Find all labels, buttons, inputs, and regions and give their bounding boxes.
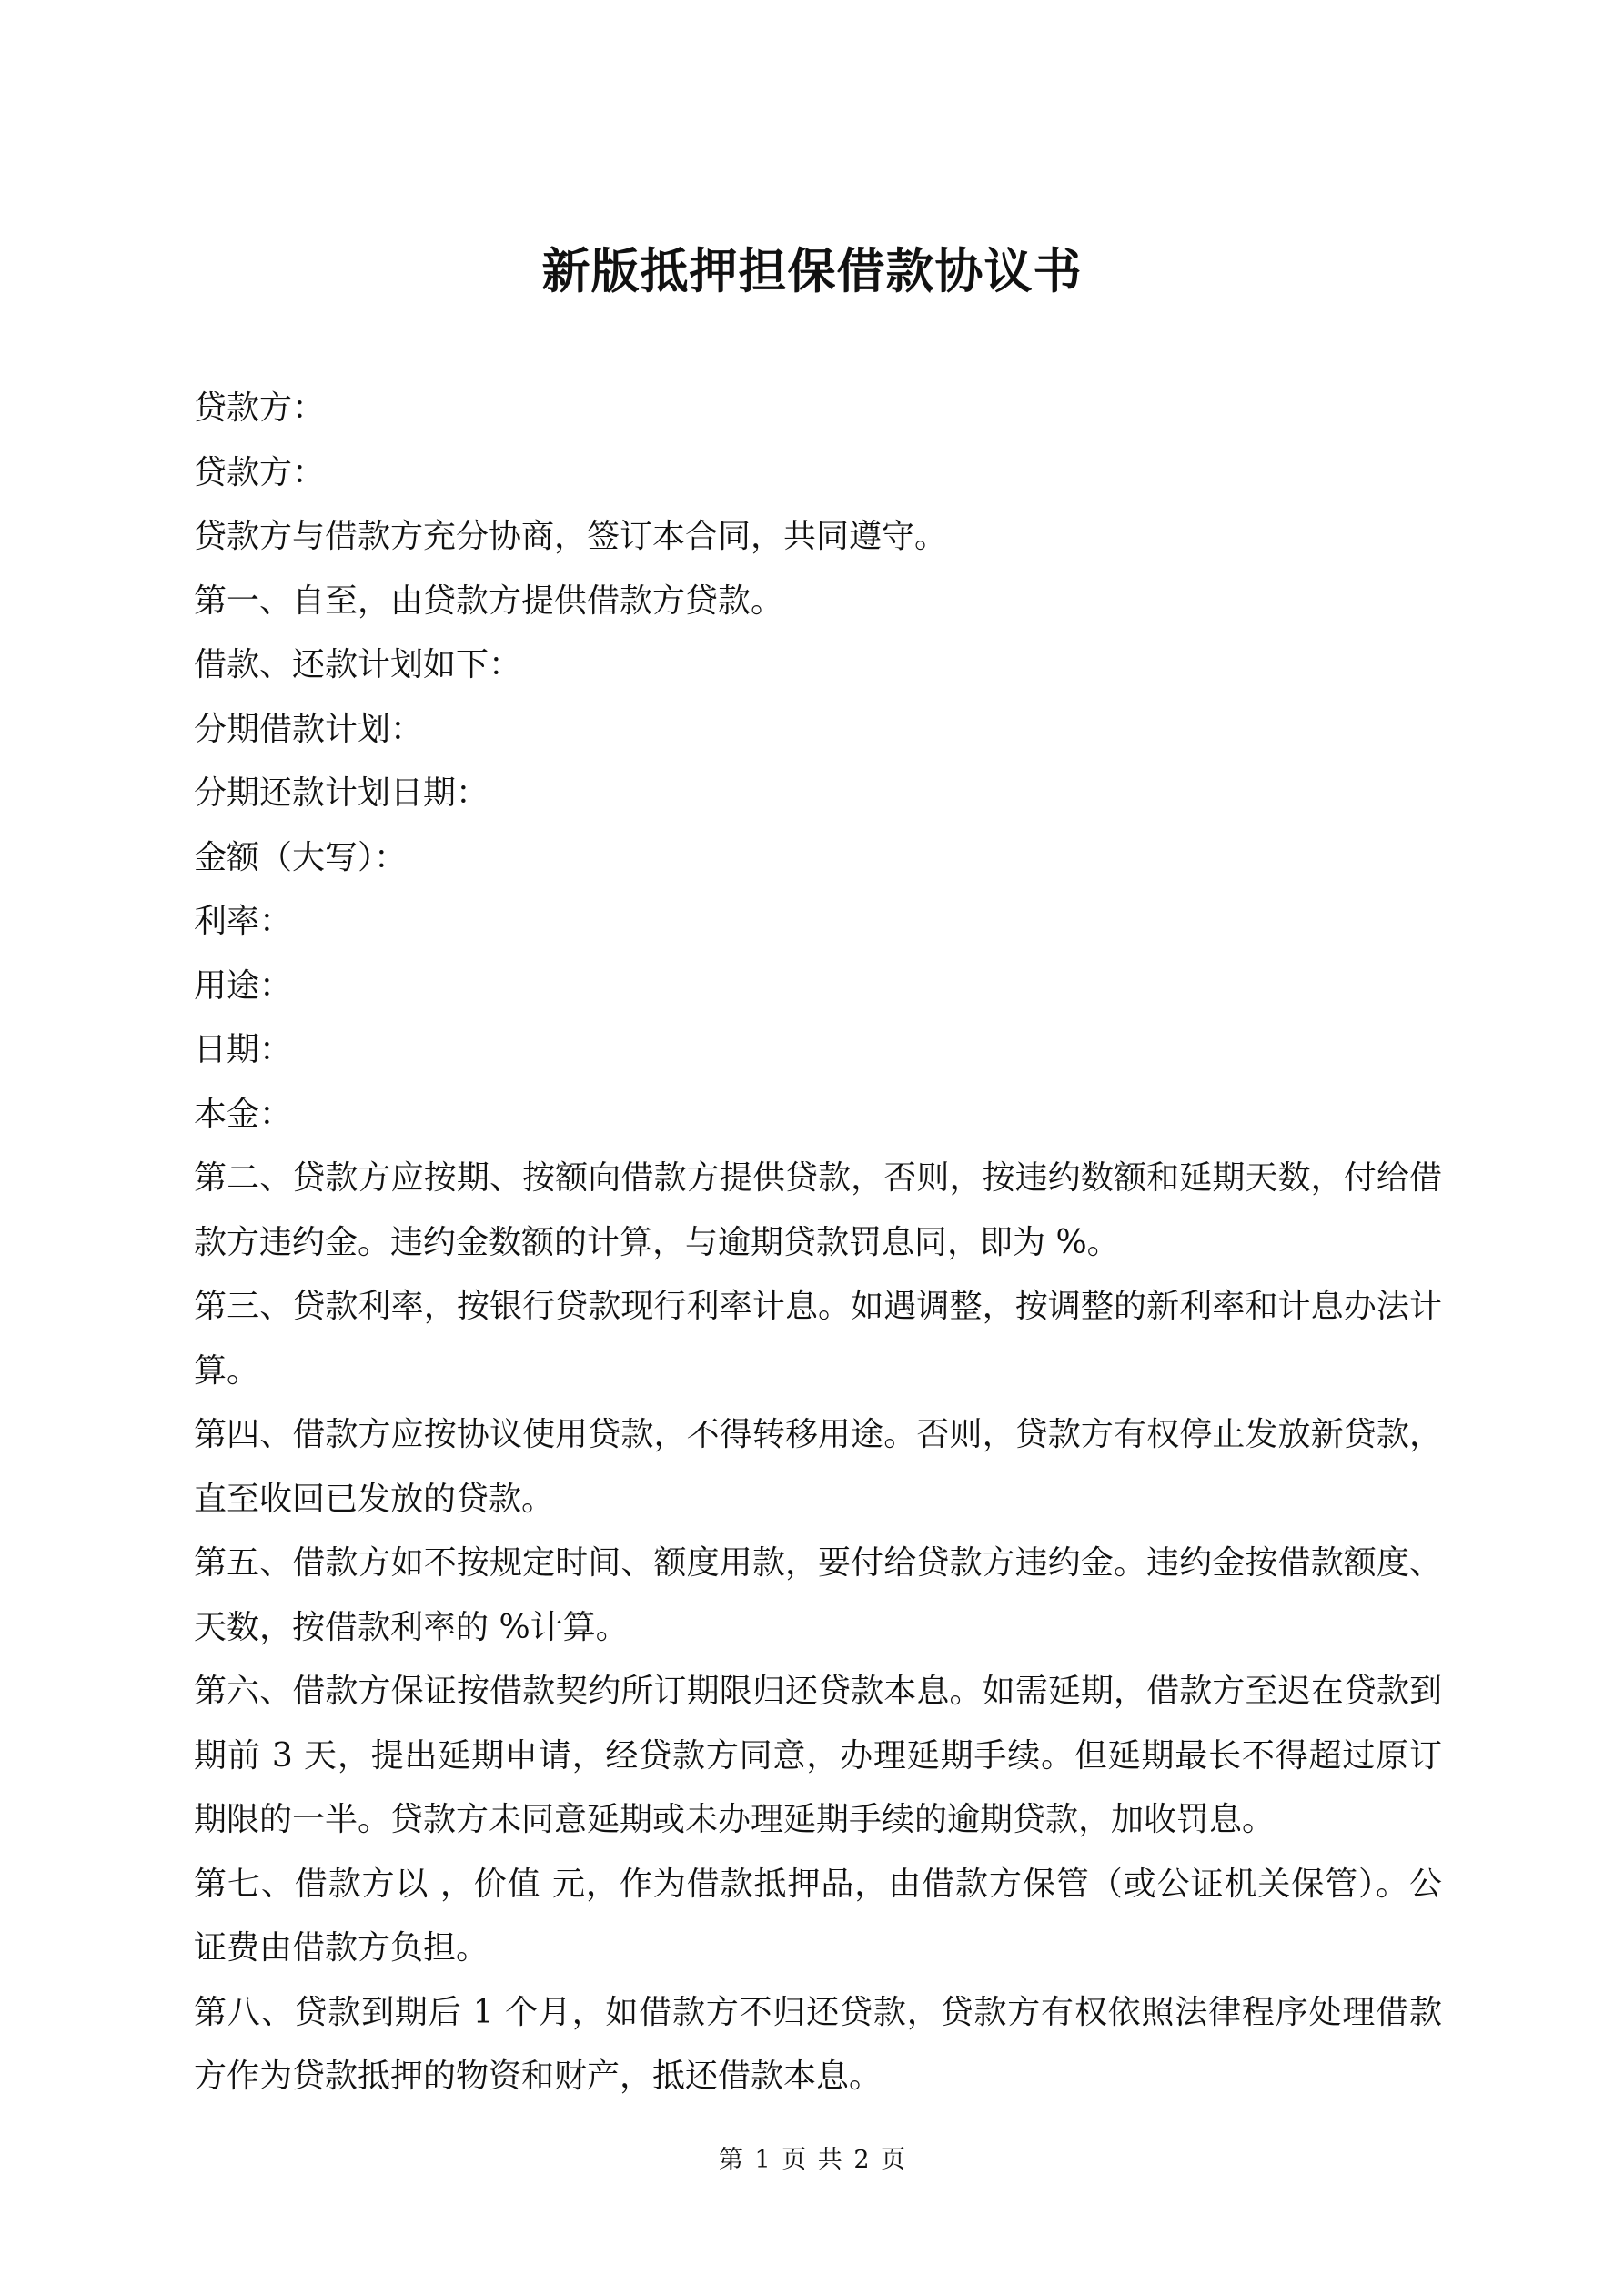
paragraph-purpose: 用途：	[194, 966, 293, 1005]
paragraph-principal: 本金：	[194, 1095, 293, 1133]
paragraph-repayment-plan: 借款、还款计划如下：	[194, 646, 522, 683]
paragraph-installment-loan-plan: 分期借款计划：	[194, 710, 424, 748]
paragraph-article-5: 第五、借款方如不按规定时间、额度用款，要付给贷款方违约金。违约金按借款额度、天数，按借款利率的 %计算。	[194, 1544, 1442, 1646]
paragraph-lender: 贷款方：	[194, 389, 326, 427]
paragraph-article-7: 第七、借款方以 ，价值 元，作为借款抵押品，由借款方保管（或公证机关保管）。公证费由借款方负担。	[194, 1865, 1442, 1967]
paragraph-article-1: 第一、自至，由贷款方提供借款方贷款。	[194, 582, 784, 620]
paragraph-interest-rate: 利率：	[194, 903, 293, 940]
document-title: 新版抵押担保借款协议书	[541, 242, 1083, 299]
paragraph-article-2: 第二、贷款方应按期、按额向借款方提供贷款，否则，按违约数额和延期天数，付给借款方违约金。违约金数额的计算，与逾期贷款罚息同，即为 %。	[194, 1159, 1442, 1261]
page-footer: 第 1 页 共 2 页	[718, 2146, 906, 2174]
document-body	[194, 377, 1442, 2109]
paragraph-date: 日期：	[194, 1031, 293, 1068]
paragraph-installment-repayment-date: 分期还款计划日期：	[194, 774, 489, 812]
paragraph-amount: 金额（大写）：	[194, 838, 408, 876]
paragraph-article-8: 第八、贷款到期后 1 个月，如借款方不归还贷款，贷款方有权依照法律程序处理借款方作为贷款抵押的物资和财产，抵还借款本息。	[194, 1993, 1442, 2095]
paragraph-article-4: 第四、借款方应按协议使用贷款，不得转移用途。否则，贷款方有权停止发放新贷款，直至收回已发放的贷款。	[194, 1416, 1442, 1518]
paragraph-article-6: 第六、借款方保证按借款契约所订期限归还贷款本息。如需延期，借款方至迟在贷款到期前 3 天，提出延期申请，经贷款方同意，办理延期手续。但延期最长不得超过原订期限的一半。贷款方未同意延期或未办理延期手续的逾期贷款，加收罚息。	[194, 1673, 1442, 1838]
paragraph-agreement: 贷款方与借款方充分协商，签订本合同，共同遵守。	[194, 518, 948, 555]
paragraph-lender-2: 贷款方：	[194, 453, 326, 491]
paragraph-article-3: 第三、贷款利率，按银行贷款现行利率计息。如遇调整，按调整的新利率和计息办法计算。	[194, 1288, 1442, 1390]
